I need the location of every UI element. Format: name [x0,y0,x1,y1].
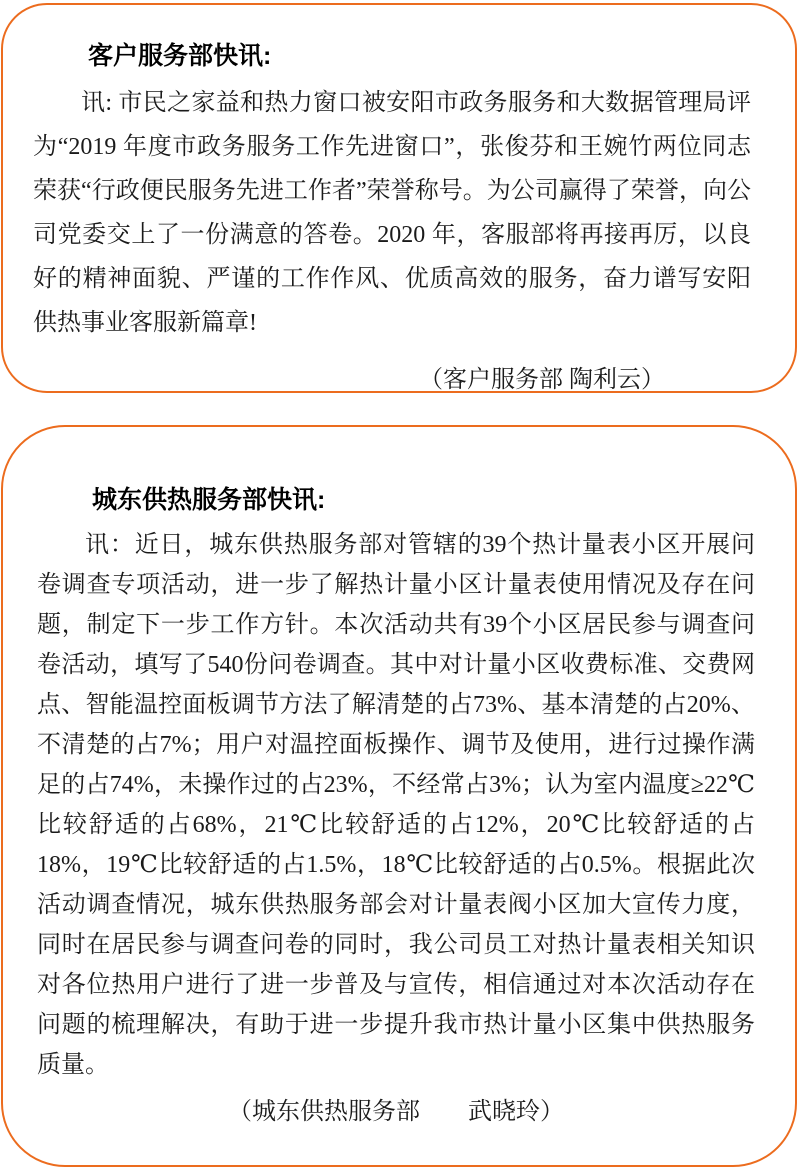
chengdong-heating-brief-body: 讯：近日，城东供热服务部对管辖的39个热计量表小区开展问卷调查专项活动，进一步了解热计量小区计量表使用情况及存在问题，制定下一步工作方针。本次活动共有39个小区居民参与调查问卷活动，填写了540份问卷调查。其中对计量小区收费标准、交费网点、智能温控面板调节方法了解清楚的占73%、基本清楚的占20%、不清楚的占7%；用户对温控面板操作、调节及使用，进行过操作满足的占74%，未操作过的占23%，不经常占3%；认为室内温度≥22℃比较舒适的占68%，21℃比较舒适的占12%，20℃比较舒适的占18%，19℃比较舒适的占1.5%，18℃比较舒适的占0.5%。根据此次活动调查情况，城东供热服务部会对计量表阀小区加大宣传力度，同时在居民参与调查问卷的同时，我公司员工对热计量表相关知识对各位热用户进行了进一步普及与宣传，相信通过对本次活动存在问题的梳理解决，有助于进一步提升我市热计量小区集中供热服务质量。 [37,532,755,1078]
customer-service-brief-signature: （客户服务部 陶利云） [419,367,665,393]
chengdong-heating-brief-box [1,425,797,1167]
customer-service-brief-box [1,3,797,393]
customer-service-brief-body: 讯: 市民之家益和热力窗口被安阳市政务服务和大数据管理局评为“2019 年度市政务服务工作先进窗口”，张俊芬和王婉竹两位同志荣获“行政便民服务先进工作者”荣誉称号。为公司赢得了荣誉，向公司党委交上了一份满意的答卷。2020 年，客服部将再接再厉，以良好的精神面貌、严谨的工作作风、优质高效的服务，奋力谱写安阳供热事业客服新篇章! [33,90,751,336]
chengdong-heating-brief-heading: 城东供热服务部快讯: [92,486,326,514]
chengdong-heating-brief-signature: （城东供热服务部 武晓玲） [228,1099,564,1125]
customer-service-brief-heading: 客户服务部快讯: [88,42,272,70]
